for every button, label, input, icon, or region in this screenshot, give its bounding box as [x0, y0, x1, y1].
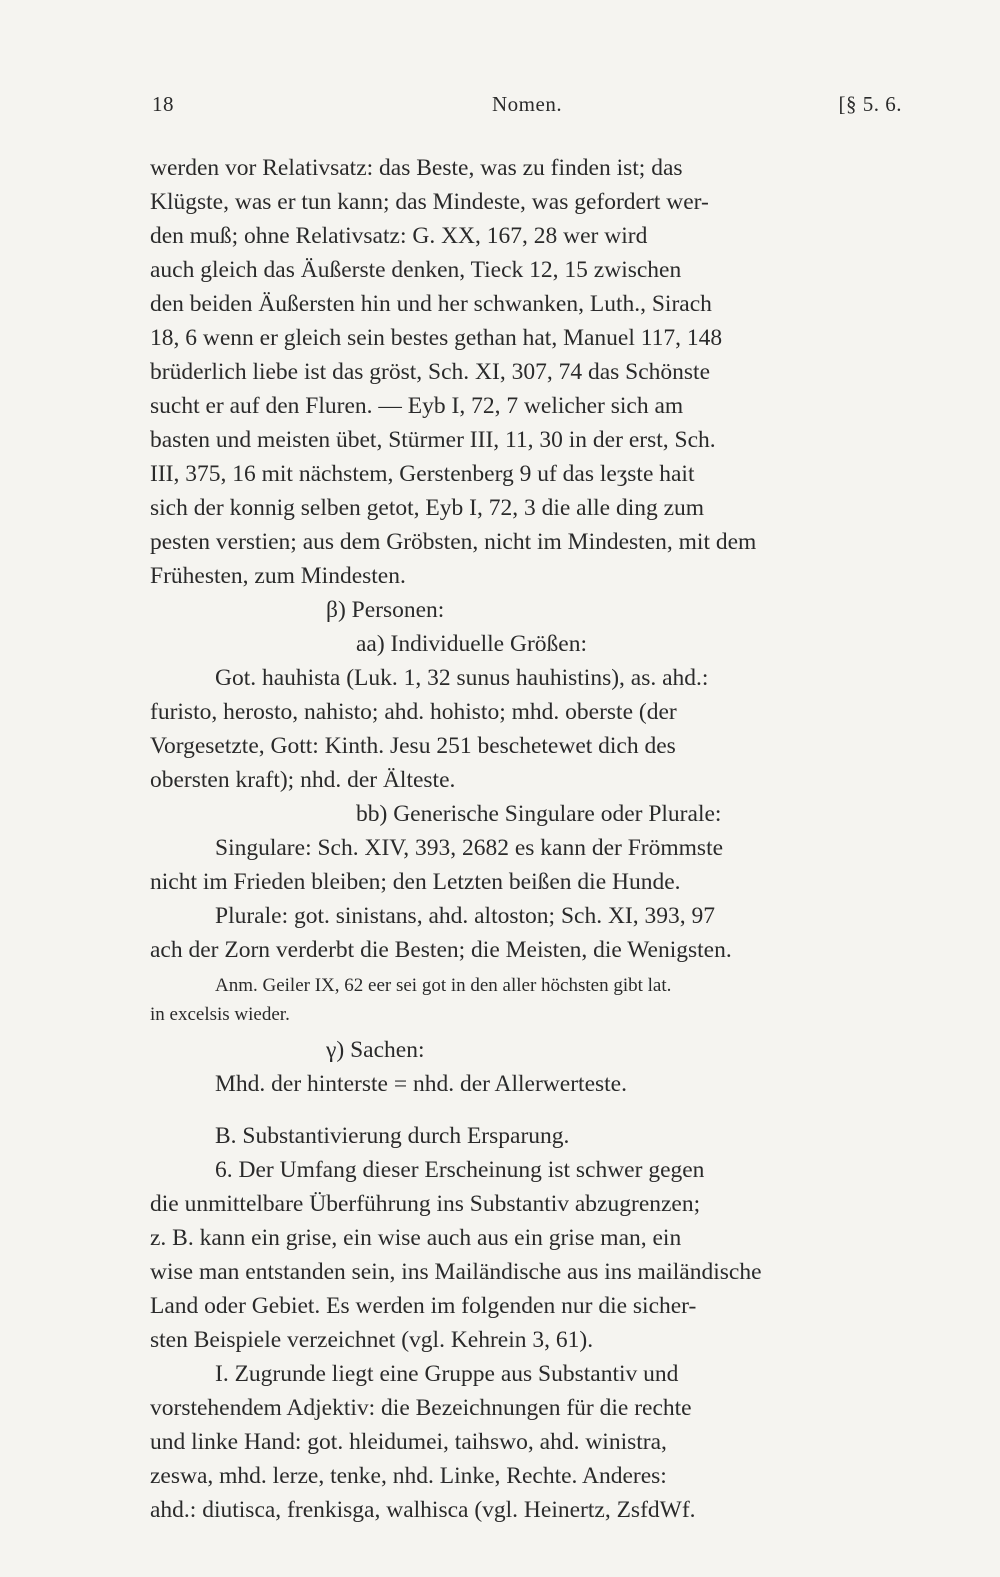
text-line: den muß; ohne Relativsatz: G. XX, 167, 28 wer wird [150, 223, 648, 249]
text-line: sten Beispiele verzeichnet (vgl. Kehrein 3, 61). [150, 1327, 594, 1353]
text-line: Land oder Gebiet. Es werden im folgenden nur die sicher- [150, 1293, 697, 1319]
text-line: die unmittelbare Überführung ins Substantiv abzugrenzen; [150, 1191, 701, 1217]
text-line: z. B. kann ein grise, ein wise auch aus ein grise man, ein [150, 1225, 682, 1251]
running-title: Nomen. [492, 92, 563, 116]
running-header [152, 92, 902, 132]
section-heading-b: B. Substantivierung durch Ersparung. [215, 1123, 570, 1149]
text-line: I. Zugrunde liegt eine Gruppe aus Substantiv und [215, 1361, 679, 1387]
text-line: nicht im Frieden bleiben; den Letzten beißen die Hunde. [150, 869, 681, 895]
text-line: ahd.: diutisca, frenkisga, walhisca (vgl. Heinertz, ZsfdWf. [150, 1497, 696, 1523]
text-line: obersten kraft); nhd. der Älteste. [150, 767, 456, 793]
text-line: vorstehendem Adjektiv: die Bezeichnungen für die rechte [150, 1395, 692, 1421]
text-line: Plurale: got. sinistans, ahd. altoston; Sch. XI, 393, 97 [215, 903, 715, 929]
subheading-sachen: γ) Sachen: [326, 1037, 425, 1063]
text-line: basten und meisten übet, Stürmer III, 11, 30 in der erst, Sch. [150, 427, 716, 453]
text-line: Mhd. der hinterste = nhd. der Allerwerteste. [215, 1071, 627, 1097]
text-line: zeswa, mhd. lerze, tenke, nhd. Linke, Rechte. Anderes: [150, 1463, 667, 1489]
text-line: furisto, herosto, nahisto; ahd. hohisto; mhd. oberste (der [150, 699, 677, 725]
text-line: den beiden Äußersten hin und her schwanken, Luth., Sirach [150, 291, 712, 317]
page-number: 18 [152, 92, 174, 116]
section-reference: [§ 5. 6. [838, 92, 902, 116]
text-line: Frühesten, zum Mindesten. [150, 563, 406, 589]
text-line: 6. Der Umfang dieser Erscheinung ist schwer gegen [215, 1157, 705, 1183]
text-line: Singulare: Sch. XIV, 393, 2682 es kann der Frömmste [215, 835, 724, 861]
text-line: auch gleich das Äußerste denken, Tieck 12, 15 zwischen [150, 257, 682, 283]
text-line: pesten verstien; aus dem Gröbsten, nicht im Mindesten, mit dem [150, 529, 757, 555]
text-line: Klügste, was er tun kann; das Mindeste, was gefordert wer- [150, 189, 709, 215]
text-line: und linke Hand: got. hleidumei, taihswo, ahd. winistra, [150, 1429, 667, 1455]
subheading-generische: bb) Generische Singulare oder Plurale: [356, 801, 722, 827]
text-line: Got. hauhista (Luk. 1, 32 sunus hauhistins), as. ahd.: [215, 665, 709, 691]
text-line: Vorgesetzte, Gott: Kinth. Jesu 251 beschetewet dich des [150, 733, 676, 759]
text-line: wise man entstanden sein, ins Mailändische aus ins mailändische [150, 1259, 762, 1285]
text-line: 18, 6 wenn er gleich sein bestes gethan hat, Manuel 117, 148 [150, 325, 723, 351]
text-line: sucht er auf den Fluren. — Eyb I, 72, 7 welicher sich am [150, 393, 684, 419]
note-line: Anm. Geiler IX, 62 eer sei got in den aller höchsten gibt lat. [215, 975, 672, 996]
note-line: in excelsis wieder. [150, 1004, 290, 1025]
text-line: sich der konnig selben getot, Eyb I, 72, 3 die alle ding zum [150, 495, 705, 521]
text-line: brüderlich liebe ist das gröst, Sch. XI, 307, 74 das Schönste [150, 359, 710, 385]
subheading-personen: β) Personen: [326, 597, 445, 623]
subheading-individuelle: aa) Individuelle Größen: [356, 631, 587, 657]
text-line: werden vor Relativsatz: das Beste, was zu finden ist; das [150, 155, 683, 181]
text-line: III, 375, 16 mit nächstem, Gerstenberg 9 uf das leʒste hait [150, 461, 695, 487]
text-line: ach der Zorn verderbt die Besten; die Meisten, die Wenigsten. [150, 937, 732, 963]
